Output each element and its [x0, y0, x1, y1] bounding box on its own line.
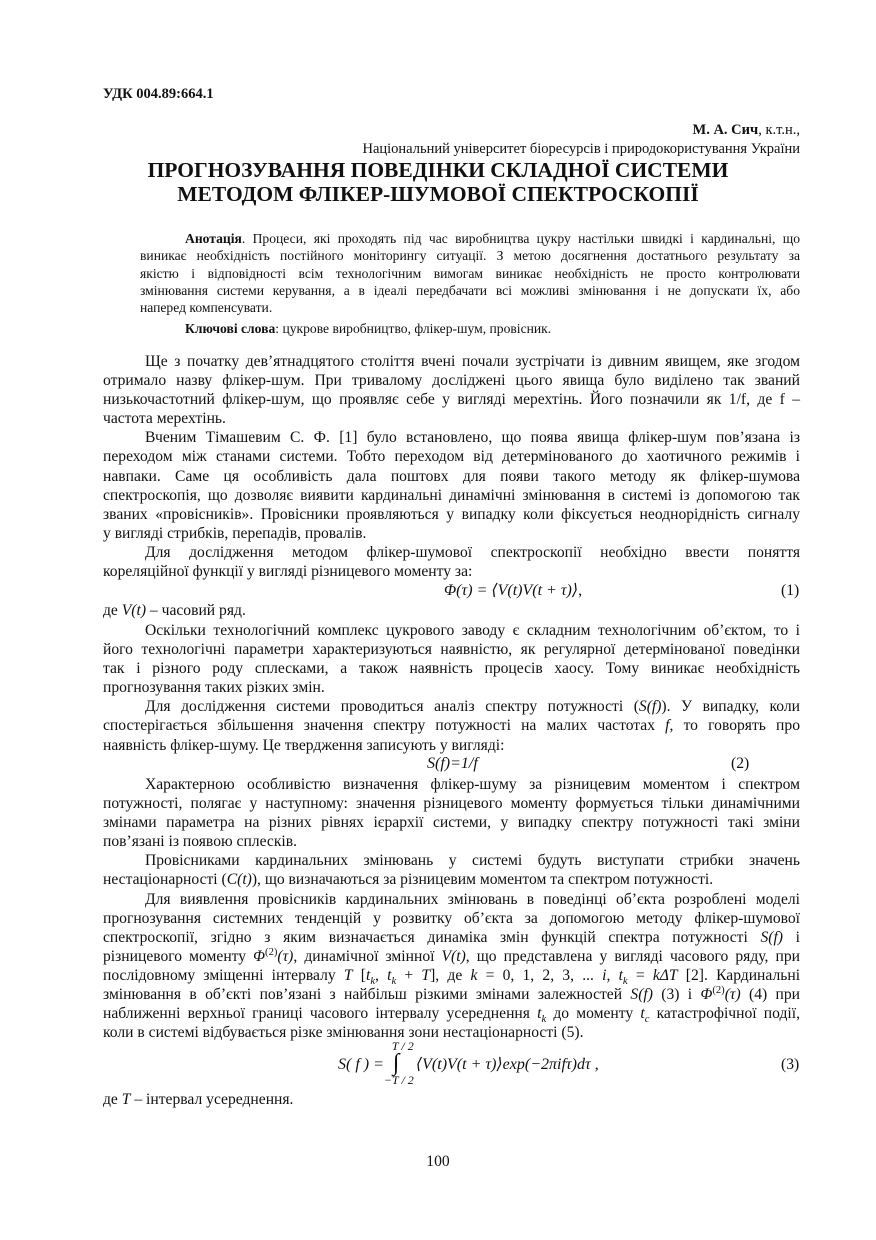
- math-italic: S(f): [630, 986, 653, 1004]
- paragraph-line: [103, 659, 800, 678]
- paragraph-line: [103, 486, 800, 505]
- author-degree: , к.т.н.,: [758, 122, 800, 138]
- equation-2: S(f)=1/f: [427, 755, 478, 772]
- author-name: М. А. Сич: [692, 122, 759, 138]
- text-run: різницевого моменту: [103, 947, 254, 965]
- paragraph-line: [103, 1090, 800, 1109]
- math-italic: Φ: [700, 986, 713, 1004]
- paragraph-line: [103, 390, 800, 409]
- text-run: де: [103, 602, 122, 619]
- equation-2-number: (2): [731, 755, 750, 772]
- math-italic: t: [640, 1005, 645, 1023]
- text-run: – інтервал усереднення.: [130, 1091, 294, 1108]
- text-run: так і різного роду сплесками, а також наявність процесів хаосу. Тому виникає необхідність: [103, 660, 800, 678]
- text-run: низькочастотний флікер-шум, що проявляє себе у вигляді мерехтінь. Його позначили як 1/f, де f –: [103, 391, 800, 409]
- text-run: Для дослідження системи проводиться аналіз спектру потужності (: [145, 698, 639, 716]
- paragraph-line: [103, 909, 800, 928]
- text-run: ], де: [430, 966, 471, 984]
- text-run: його технологічні параметри характеризуються наявністю, як регулярної детермінованої поведінки: [103, 641, 800, 659]
- abstract-line: виникає необхідність постійного моніторингу ситуації. З метою досягнення достатнього результату за: [140, 248, 800, 264]
- paragraph-line: [103, 697, 800, 716]
- integral-upper-limit: T / 2: [391, 1039, 414, 1053]
- math-italic: t: [365, 966, 371, 984]
- text-run: наявність флікер-шуму. Це твердження записують у вигляді:: [103, 736, 505, 754]
- paragraph-line: [103, 851, 800, 870]
- text-run: , то говорять про: [669, 717, 800, 735]
- math-italic: t: [387, 966, 392, 984]
- after-equation-1: [103, 601, 800, 620]
- text-run: ), що визначаються за різницевим моментом та спектром потужності.: [251, 871, 714, 889]
- page-number: 100: [426, 1153, 450, 1170]
- math-italic: kΔT: [652, 966, 678, 984]
- abstract-line: змінювання системи керування, а в ідеалі передбачати всі можливі змінювання і не допускати їх, або: [140, 282, 800, 298]
- math-italic: V(t): [441, 947, 466, 965]
- paragraph-line: [103, 447, 800, 466]
- paragraph-line: [103, 1023, 800, 1042]
- math-italic: (τ): [277, 947, 294, 965]
- math-italic: i: [602, 966, 607, 984]
- superscript: (2): [265, 946, 278, 958]
- abstract-line: якістю і відповідності всім технологічним вимогам виникає необхідність не просто контролювати: [140, 265, 800, 281]
- paragraph: [103, 428, 800, 543]
- paragraph-line: [103, 524, 800, 543]
- text-run: Ще з початку дев’ятнадцятого століття вчені почали зустрічати із дивним явищем, яке згодом: [145, 353, 800, 370]
- subscript: k: [391, 976, 397, 988]
- paragraph: [103, 352, 800, 428]
- eq1-tail: ,: [578, 582, 583, 599]
- integral: [383, 1039, 416, 1087]
- text-run: [2]. Кардинальні: [677, 966, 801, 984]
- subscript: k: [370, 976, 376, 988]
- udc-code: УДК 004.89:664.1: [103, 86, 214, 102]
- math-italic: C(t): [226, 871, 252, 889]
- paragraph-line: [103, 467, 800, 486]
- text-run: нестаціонарності (: [103, 871, 227, 889]
- paragraph-line: [103, 890, 800, 909]
- math-italic: t: [537, 1005, 542, 1023]
- subscript: k: [541, 1014, 547, 1026]
- body-part-1: [103, 352, 800, 581]
- text-run: , динамічної змінної: [293, 947, 442, 965]
- text-run: Для виявлення провісників кардинальних змінювань в поведінці об’єкта розроблені моделі: [145, 890, 800, 908]
- text-run: потужності, полягає у наступному: значення різницевого моменту формується тільки динамічними: [103, 795, 800, 813]
- text-run: прогнозування таких різких змін.: [103, 679, 325, 697]
- text-run: ,: [606, 966, 619, 984]
- eq3-tail: ,: [590, 1056, 599, 1073]
- paragraph-line: [103, 621, 800, 640]
- abstract-line: наперед компенсувати.: [140, 300, 273, 316]
- equation-1: [444, 582, 582, 600]
- eq1-lhs: Φ(τ) =: [444, 582, 492, 599]
- integral-sign: ∫: [392, 1050, 400, 1076]
- text-run: Характерною особливістю визначення флікер-шуму за різницевим моментом і спектром: [145, 776, 800, 793]
- paragraph-line: [103, 562, 800, 581]
- text-run: Оскільки технологічний комплекс цукрового заводу є складним технологічним об’єктом, то і: [145, 622, 800, 639]
- paragraph-line: [103, 736, 800, 755]
- math-italic: f: [665, 717, 670, 735]
- paragraph: [103, 851, 800, 889]
- integral-lower-limit: −T / 2: [383, 1073, 414, 1087]
- paragraph-line: [103, 371, 800, 390]
- math-italic: (τ): [724, 986, 741, 1004]
- text-run: [: [352, 966, 366, 984]
- text-run: ,: [375, 966, 388, 984]
- text-run: ). У випадку, коли: [661, 698, 800, 716]
- paragraph-line: [103, 601, 800, 620]
- paragraph-line: [103, 985, 800, 1004]
- math-italic: Φ: [253, 947, 266, 965]
- text-run: коли в системі відбувається різке змінювання зони нестаціонарності (5).: [103, 1024, 584, 1042]
- after-equation-3: [103, 1090, 800, 1109]
- text-run: Для дослідження методом флікер-шумової спектроскопії необхідно ввести поняття: [145, 543, 800, 561]
- math-italic: T: [343, 966, 353, 984]
- subscript: c: [644, 1014, 650, 1026]
- title-line: ПРОГНОЗУВАННЯ ПОВЕДІНКИ СКЛАДНОЇ СИСТЕМИ: [147, 158, 729, 182]
- abstract-label: Анотація: [185, 231, 242, 246]
- text-run: прогнозування системних тенденцій у розвитку об’єкта за допомогою методу флікер-шумової: [103, 909, 800, 927]
- paragraph-line: [103, 870, 800, 889]
- text-run: кореляційної функції у вигляді різницевого моменту за:: [103, 563, 473, 581]
- text-run: навпаки. Саме ця особливість дала поштовх для появи такого методу як флікер-шумова: [103, 467, 800, 485]
- eq1-rhs: ⟨V(t)V(t + τ)⟩: [491, 582, 579, 599]
- math-italic: T: [421, 966, 431, 984]
- paragraph: [103, 890, 800, 1043]
- math-italic: S(f): [760, 928, 783, 946]
- subscript: k: [622, 976, 628, 988]
- text-run: катастрофічної події,: [649, 1005, 800, 1023]
- text-run: Вченим Тімашевим С. Ф. [1] було встановлено, що поява явища флікер-шум пов’язана із: [145, 429, 800, 447]
- text-run: спостерігається збільшення значення спектру потужності на малих частотах: [103, 717, 666, 735]
- paragraph-line: [103, 716, 800, 735]
- text-run: послідовному зміщенні інтервалу: [103, 966, 344, 984]
- text-run: наближенні верхньої границі часового інтервалу усереднення: [103, 1005, 538, 1023]
- keywords-label: Ключові слова: [185, 321, 276, 336]
- text-run: у вигляді стрибків, перепадів, провалів.: [103, 524, 367, 542]
- paragraph-line: [103, 1004, 800, 1026]
- text-run: змінами параметра на різних рівнях ієрархії системи, у випадку спектру потужності такі зміни: [103, 814, 800, 832]
- paragraph-line: [103, 505, 800, 524]
- text-run: – часовий ряд.: [146, 602, 246, 619]
- title-line: МЕТОДОМ ФЛІКЕР-ШУМОВОЇ СПЕКТРОСКОПІЇ: [177, 181, 699, 206]
- abstract-text: . Процеси, які проходять під час виробництва цукру настільки швидкі і кардинальні, що: [241, 231, 800, 246]
- equation-3-number: (3): [781, 1056, 800, 1073]
- abstract-line: [140, 230, 800, 247]
- eq3-body: ⟨V(t)V(t + τ)⟩exp(−2πifτ)dτ: [415, 1056, 591, 1073]
- paragraph-line: [103, 813, 800, 832]
- body-part-3: [103, 775, 800, 1042]
- text-run: спектроскопія, що дозволяє виявити кардинальні динамічні змінювання в системі із допомогою так: [103, 486, 800, 504]
- equation-3: [338, 1039, 599, 1087]
- math-italic: S(f): [638, 698, 662, 716]
- paragraph-line: [103, 428, 800, 447]
- paragraph-line: [103, 352, 800, 371]
- text-run: переходом між станами системи. Тобто переходом від детермінованого до хаотичного режимів і: [103, 448, 800, 466]
- body-part-2: [103, 621, 800, 755]
- math-italic: t: [618, 966, 623, 984]
- text-run: +: [396, 966, 422, 984]
- text-run: = 0, 1, 2, 3, ...: [477, 966, 603, 984]
- paragraph-line: [103, 928, 800, 947]
- text-run: до моменту: [546, 1005, 641, 1023]
- text-run: пов’язані із появою сплесків.: [103, 833, 297, 851]
- text-run: і: [783, 928, 801, 946]
- paragraph-line: [103, 775, 800, 794]
- abstract: [140, 230, 800, 316]
- text-run: змінювання в об’єкті пов’язані з найбільш різкими змінами залежностей: [103, 986, 631, 1004]
- paper-title: [0, 159, 876, 206]
- math-italic: V(t): [121, 602, 147, 619]
- affiliation: Національний університет біоресурсів і природокористування України: [362, 141, 800, 157]
- text-run: званих «провісників». Провісники проявляються у випадку коли фіксується неоднорідність сигналу: [103, 505, 800, 523]
- paragraph-line: [103, 543, 800, 562]
- text-run: Провісниками кардинальних змінювань у системі будуть виступати стрибки значень: [145, 852, 800, 870]
- keywords: [185, 320, 551, 337]
- text-run: отримало назву флікер-шум. При тривалому досліджені цього явища було виділено так званий: [103, 372, 800, 390]
- keywords-text: : цукрове виробництво, флікер-шум, провісник.: [275, 321, 552, 336]
- paragraph: [103, 543, 800, 581]
- paragraph-line: [103, 678, 800, 697]
- paragraph-line: [103, 832, 800, 851]
- text-run: частота мерехтінь.: [103, 410, 226, 428]
- paragraph-line: [103, 947, 800, 966]
- text-run: =: [627, 966, 653, 984]
- paragraph: [103, 697, 800, 754]
- math-italic: k: [470, 966, 478, 984]
- superscript: (2): [712, 984, 725, 996]
- paragraph-line: [103, 409, 800, 428]
- paragraph-line: [103, 640, 800, 659]
- author: [693, 122, 800, 139]
- eq3-lhs: S( f ) =: [338, 1056, 388, 1073]
- paragraph: [103, 621, 800, 697]
- equation-1-number: (1): [781, 582, 800, 599]
- paragraph: [103, 775, 800, 851]
- text-run: де: [103, 1091, 122, 1108]
- text-run: (3) і: [652, 986, 701, 1004]
- text-run: (4) при: [740, 986, 801, 1004]
- paragraph-line: [103, 966, 801, 988]
- paragraph-line: [103, 794, 800, 813]
- text-run: , що представлена у вигляді часового ряду, при: [465, 947, 800, 965]
- math-italic: T: [121, 1091, 131, 1108]
- text-run: спектроскопії, згідно з яким визначається динаміка змін функцій спектра потужності: [103, 928, 761, 946]
